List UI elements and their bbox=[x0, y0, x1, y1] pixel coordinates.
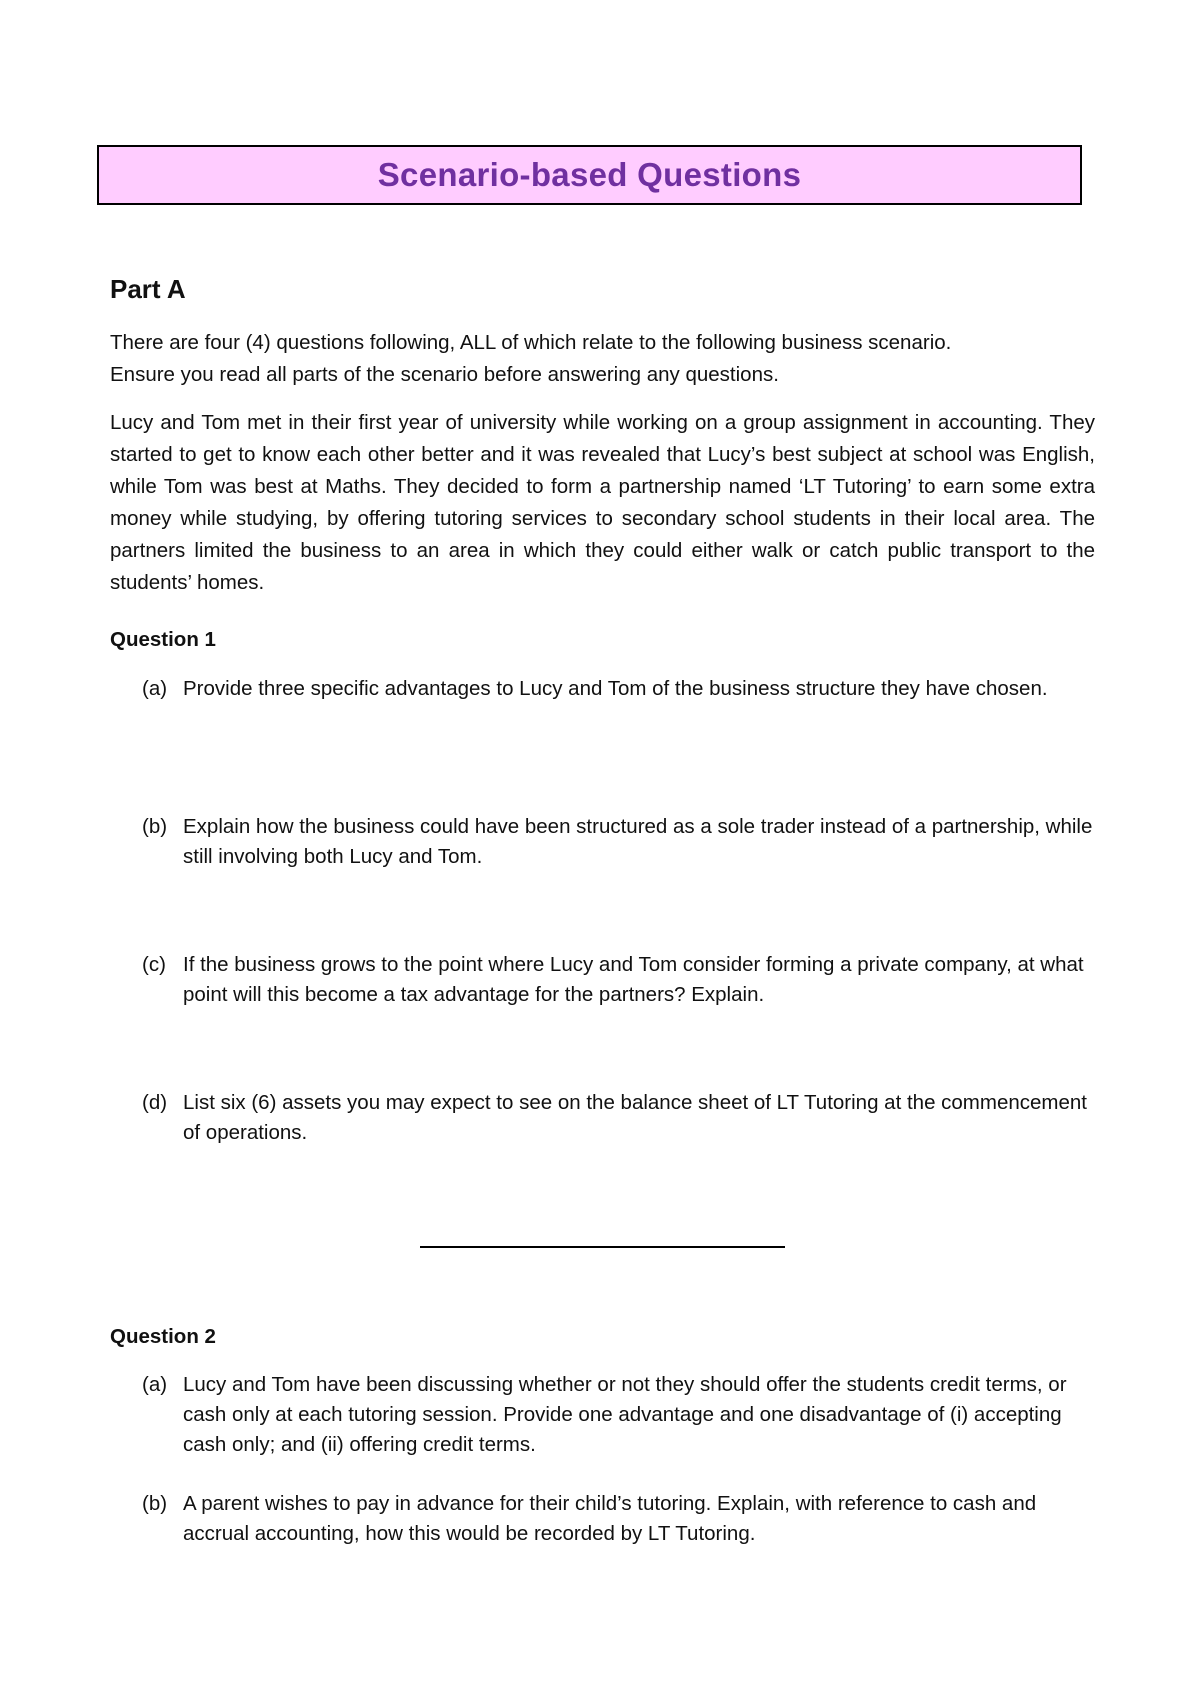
page-title: Scenario-based Questions bbox=[377, 156, 802, 193]
question-1c-text: If the business grows to the point where Lucy and Tom consider forming a private company, at what point will this become a tax advantage for the partners? Explain. bbox=[183, 953, 1084, 1006]
question-1b-text: Explain how the business could have been structured as a sole trader instead of a partnership, while still involving both Lucy and Tom. bbox=[183, 815, 1093, 868]
intro-line-2: Ensure you read all parts of the scenario before answering any questions. bbox=[110, 363, 779, 386]
intro-paragraph bbox=[110, 327, 1095, 391]
question-1a-label: (a) bbox=[142, 677, 168, 700]
question-1d bbox=[142, 1088, 1102, 1148]
question-1c-label: (c) bbox=[142, 953, 166, 976]
question-1d-text: List six (6) assets you may expect to see on the balance sheet of LT Tutoring at the commencement of operations. bbox=[183, 1091, 1087, 1144]
question-1-heading: Question 1 bbox=[110, 628, 216, 651]
question-2a-label: (a) bbox=[142, 1373, 168, 1396]
question-1c bbox=[142, 950, 1102, 1010]
scenario-paragraph: Lucy and Tom met in their first year of university while working on a group assignment in accounting. They started to get to know each other better and it was revealed that Lucy’s best subject at school was English, while Tom was best at Maths. They decided to form a partnership named ‘LT Tutoring’ to earn some extra money while studying, by offering tutoring services to secondary school students in their local area. The partners limited the business to an area in which they could either walk or catch public transport to the students’ homes. bbox=[110, 411, 1095, 594]
question-2b-label: (b) bbox=[142, 1492, 168, 1515]
section-divider bbox=[420, 1246, 785, 1248]
question-2-heading: Question 2 bbox=[110, 1325, 216, 1348]
question-1a-text: Provide three specific advantages to Lucy and Tom of the business structure they have chosen. bbox=[183, 677, 1048, 700]
question-1b-label: (b) bbox=[142, 815, 168, 838]
question-2b-text: A parent wishes to pay in advance for their child’s tutoring. Explain, with reference to cash and accrual accounting, how this would be recorded by LT Tutoring. bbox=[183, 1492, 1037, 1545]
question-1a bbox=[142, 674, 1102, 704]
question-2a bbox=[142, 1370, 1102, 1460]
question-1b bbox=[142, 812, 1102, 872]
question-2b bbox=[142, 1489, 1102, 1549]
intro-line-1: There are four (4) questions following, ALL of which relate to the following business scenario. bbox=[110, 331, 952, 354]
question-1d-label: (d) bbox=[142, 1091, 168, 1114]
question-2a-text: Lucy and Tom have been discussing whether or not they should offer the students credit terms, or cash only at each tutoring session. Provide one advantage and one disadvantage of (i) accepting cash only; and (ii) offering credit terms. bbox=[183, 1373, 1067, 1456]
title-box bbox=[97, 145, 1082, 205]
part-a-heading: Part A bbox=[110, 274, 186, 304]
